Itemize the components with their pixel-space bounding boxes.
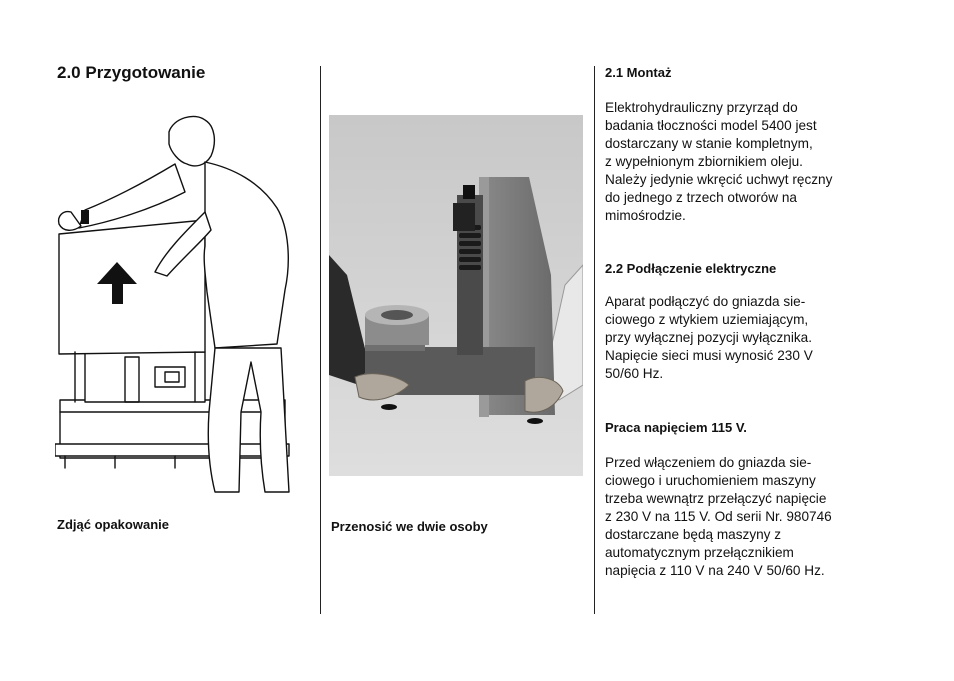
montaz-heading: 2.1 Montaż — [605, 65, 672, 80]
text-line: ciowego i uruchomieniem maszyny — [605, 473, 816, 488]
text-line: Aparat podłączyć do gniazda sie- — [605, 294, 806, 309]
column-divider-left — [320, 66, 321, 614]
podlaczenie-heading: 2.2 Podłączenie elektryczne — [605, 261, 777, 276]
text-line: z 230 V na 115 V. Od serii Nr. 980746 — [605, 509, 832, 524]
text-line: trzeba wewnątrz przełączyć napięcie — [605, 491, 827, 506]
text-line: napięcia z 110 V na 240 V 50/60 Hz. — [605, 563, 825, 578]
text-line: badania tłoczności model 5400 jest — [605, 118, 817, 133]
text-line: dostarczany w stanie kompletnym, — [605, 136, 813, 151]
text-line: przy wyłącznej pozycji wyłącznika. — [605, 330, 812, 345]
text-line: Elektrohydrauliczny przyrząd do — [605, 100, 798, 115]
text-line: Należy jedynie wkręcić uchwyt ręczny — [605, 172, 833, 187]
carrying-photo — [329, 115, 583, 476]
text-line: Przed włączeniem do gniazda sie- — [605, 455, 812, 470]
section-title: 2.0 Przygotowanie — [57, 63, 206, 82]
praca-heading: Praca napięciem 115 V. — [605, 420, 747, 435]
text-line: automatycznym przełącznikiem — [605, 545, 794, 560]
praca-paragraph — [605, 454, 875, 580]
column-divider-right — [594, 66, 595, 614]
montaz-paragraph — [605, 99, 875, 225]
text-line: dostarczane będą maszyny z — [605, 527, 782, 542]
text-line: 50/60 Hz. — [605, 366, 664, 381]
unpacking-illustration — [55, 112, 293, 500]
carrying-caption: Przenosić we dwie osoby — [331, 519, 488, 534]
text-line: mimośrodzie. — [605, 208, 686, 223]
unpacking-caption: Zdjąć opakowanie — [57, 517, 169, 532]
text-line: do jednego z trzech otworów na — [605, 190, 797, 205]
podlaczenie-paragraph — [605, 293, 875, 383]
text-line: ciowego z wtykiem uziemiającym, — [605, 312, 809, 327]
text-line: Napięcie sieci musi wynosić 230 V — [605, 348, 813, 363]
text-line: z wypełnionym zbiornikiem oleju. — [605, 154, 803, 169]
